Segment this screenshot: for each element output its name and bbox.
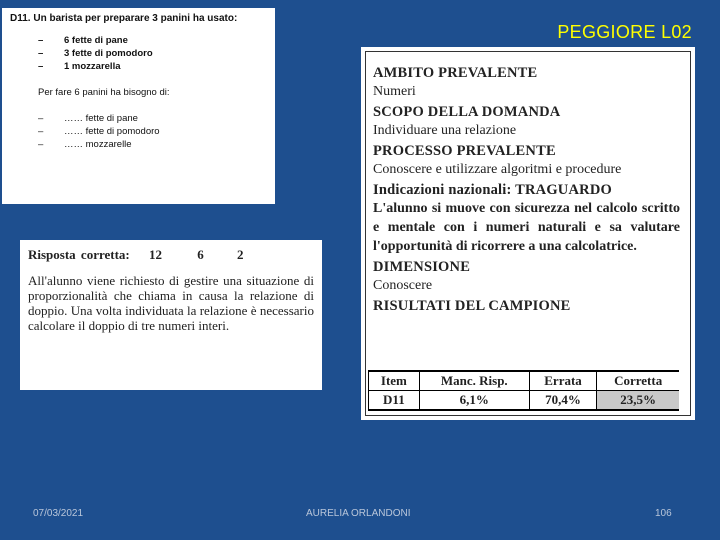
table-cell: D11	[369, 391, 420, 411]
processo-heading: PROCESSO PREVALENTE	[373, 143, 556, 159]
list-item: – …… fette di pane	[38, 113, 138, 124]
table-row	[369, 391, 680, 411]
table-header: Errata	[529, 371, 597, 391]
question-prompt: Per fare 6 panini ha bisogno di:	[38, 87, 170, 98]
answer-value: 12	[149, 247, 163, 262]
answer-value: 2	[237, 247, 244, 262]
used-ingredients-list	[38, 34, 267, 73]
answer-label: Risposta corretta:	[28, 247, 130, 262]
footer-page-number: 106	[655, 508, 672, 519]
dimensione-value: Conoscere	[373, 278, 433, 293]
correct-answer	[28, 247, 314, 263]
answer-card	[20, 240, 322, 390]
indicazioni-heading: Indicazioni nazionali: TRAGUARDO	[373, 182, 612, 198]
dimensione-heading: DIMENSIONE	[373, 259, 471, 275]
indicazioni-value: L'alunno si muove con sicurezza nel calcolo scritto e mentale con i numeri naturali e sa valutare l'opportunità di ricorrere a una calcolatrice.	[373, 201, 680, 254]
slide-title: PEGGIORE L02	[557, 22, 692, 42]
ambito-value: Numeri	[373, 84, 416, 99]
list-item: – …… fette di pomodoro	[38, 126, 160, 137]
table-header: Manc. Risp.	[419, 371, 529, 391]
footer-author: AURELIA ORLANDONI	[306, 508, 411, 519]
list-item: – 3 fette di pomodoro	[38, 48, 153, 59]
scopo-heading: SCOPO DELLA DOMANDA	[373, 104, 561, 120]
list-item: – …… mozzarelle	[38, 139, 132, 150]
answer-value: 6	[197, 247, 204, 262]
info-panel	[361, 47, 695, 420]
ambito-heading: AMBITO PREVALENTE	[373, 65, 538, 81]
list-item: – 6 fette di pane	[38, 35, 128, 46]
table-header-row	[369, 371, 680, 391]
table-cell: 6,1%	[419, 391, 529, 411]
results-table	[368, 370, 679, 411]
table-cell-highlighted: 23,5%	[597, 391, 679, 411]
list-item: – 1 mozzarella	[38, 61, 121, 72]
scopo-value: Individuare una relazione	[373, 123, 517, 138]
question-title: D11. Un barista per preparare 3 panini ha usato:	[10, 13, 238, 24]
table-cell: 70,4%	[529, 391, 597, 411]
processo-value: Conoscere e utilizzare algoritmi e procedure	[373, 162, 622, 177]
risultati-heading: RISULTATI DEL CAMPIONE	[373, 298, 571, 314]
footer-date: 07/03/2021	[33, 508, 84, 519]
blanks-list	[38, 112, 267, 151]
question-card	[2, 8, 275, 204]
answer-explanation: All'alunno viene richiesto di gestire una situazione di proporzionalità che chiama in causa la relazione di doppio. Una volta individuata la relazione è necessario calcolare il doppio di tre numeri interi.	[28, 273, 314, 333]
table-header: Corretta	[597, 371, 679, 391]
table-header: Item	[369, 371, 420, 391]
